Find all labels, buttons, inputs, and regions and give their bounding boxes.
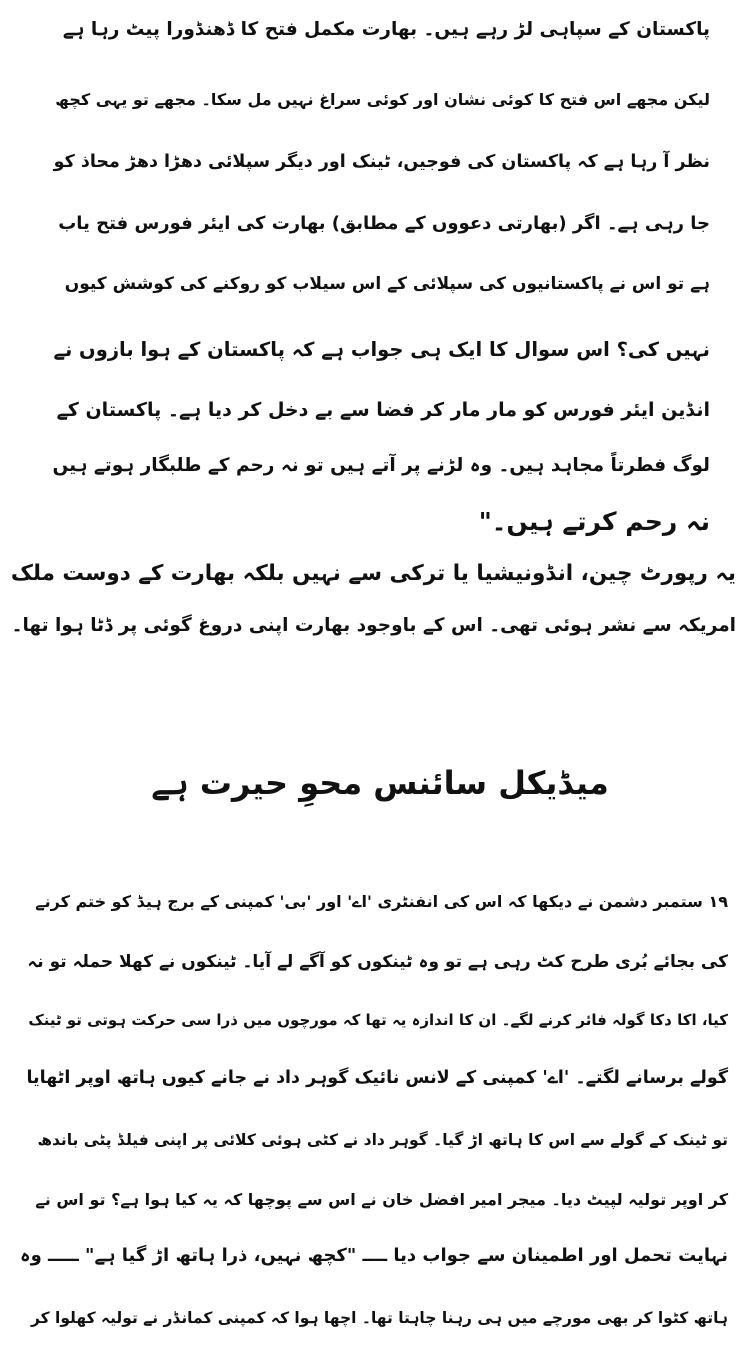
text-line: نہیں کی؟ اس سوال کا ایک ہی جواب ہے کہ پاکستان کے ہوا بازوں نے [53,338,710,361]
text-line: ہاتھ کٹوا کر بھی مورچے میں ہی رہنا چاہتا تھا۔ اچھا ہوا کہ کمپنی کمانڈر نے تولیہ کھلوا کر [30,1309,728,1327]
text-line: پاکستان کے سپاہی لڑ رہے ہیں۔ بھارت مکمل فتح کا ڈھنڈورا پیٹ رہا ہے [62,19,710,40]
section-heading: میڈیکل سائنس محوِ حیرت ہے [151,764,609,802]
text-line: کی بجائے بُری طرح کٹ رہی ہے تو وہ ٹینکوں کو آگے لے آیا۔ ٹینکوں نے کھلا حملہ تو نہ [27,952,728,972]
text-line: یہ رپورٹ چین، انڈونیشیا یا ترکی سے نہیں بلکہ بھارت کے دوست ملک [10,561,736,586]
text-line: تو ٹینک کے گولے سے اس کا ہاتھ اڑ گیا۔ گوہر داد نے کٹی ہوئی کلائی پر اپنی فیلڈ پٹی باندھ [37,1131,728,1149]
text-line: لوگ فطرتاً مجاہد ہیں۔ وہ لڑنے پر آتے ہیں تو نہ رحم کے طلبگار ہوتے ہیں [52,455,710,476]
text-line: انڈین ایئر فورس کو مار مار کر فضا سے بے دخل کر دیا ہے۔ پاکستان کے [56,399,710,421]
text-line: کیا، اکا دکا گولہ فائر کرنے لگے۔ ان کا اندازہ یہ تھا کہ مورچوں میں ذرا سی حرکت ہوتی تو ٹینک [28,1011,728,1029]
text-line: نظر آ رہا ہے کہ پاکستان کی فوجیں، ٹینک اور دیگر سپلائی دھڑا دھڑ محاذ کو [53,152,710,172]
text-line: ۱۹ ستمبر دشمن نے دیکھا کہ اس کی انفنٹری 'اے' اور 'بی' کمپنی کے برج ہیڈ کو ختم کرنے [35,892,728,911]
text-line: لیکن مجھے اس فتح کا کوئی نشان اور کوئی سراغ نہیں مل سکا۔ مجھے تو یہی کچھ [55,90,710,109]
text-line: امریکہ سے نشر ہوئی تھی۔ اس کے باوجود بھارت اپنی دروغ گوئی پر ڈٹا ہوا تھا۔ [11,615,736,636]
text-line: نہ رحم کرتے ہیں۔" [478,507,710,536]
text-line: گولے برسانے لگتے۔ 'اے' کمپنی کے لانس نائیک گوہر داد نے جانے کیوں ہاتھ اوپر اٹھایا [26,1068,728,1088]
text-line: کر اوپر تولیہ لپیٹ دیا۔ میجر امیر افضل خان نے اس سے پوچھا کہ یہ کیا ہوا ہے؟ تو اس نے [35,1190,728,1209]
text-line: نہایت تحمل اور اطمینان سے جواب دیا ــــ "کچھ نہیں، ذرا ہاتھ اڑ گیا ہے" ـــــ وہ [20,1245,728,1266]
text-line: ہے تو اس نے پاکستانیوں کی سپلائی کے اس سیلاب کو روکنے کی کوشش کیوں [64,274,710,294]
text-line: جا رہی ہے۔ اگر (بھارتی دعووں کے مطابق) بھارت کی ایئر فورس فتح یاب [58,213,710,234]
